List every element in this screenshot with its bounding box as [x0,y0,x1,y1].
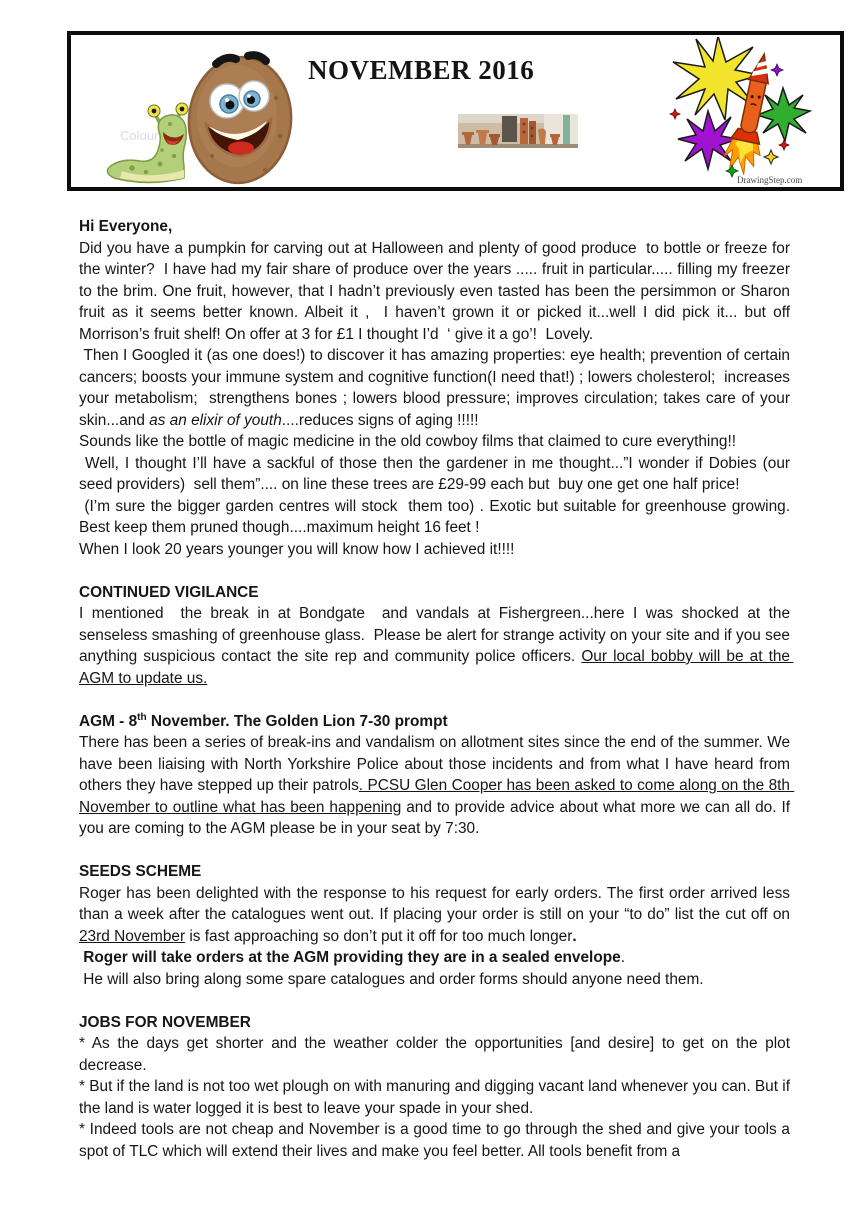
text-run: Roger will take orders at the AGM providing they are in a sealed envelope [79,949,621,966]
paragraph [79,453,795,496]
image-watermark-text: Colour [120,128,159,143]
text-run: SEEDS SCHEME [79,863,202,880]
text-run: th [137,711,147,723]
section-intro [79,216,795,560]
text-run: He will also bring along some spare catalogues and order forms should anyone need them. [79,970,704,988]
section-continued-vigilance [79,582,795,690]
text-run: AGM - 8 [79,712,138,730]
potato-cartoon [184,53,297,187]
drawing-credit-text: DrawingStep.com [737,175,803,185]
text-run: * But if the land is not too wet plough on with manuring and digging vacant land whenever you can. But if the land is water logged it is best to leave your spade in your shed. [79,1078,795,1117]
paragraph [79,1076,795,1119]
text-run: is fast approaching so don’t put it off for too much longer [185,927,573,945]
paragraph [79,238,795,346]
potato-snail-image [100,40,335,190]
paragraph [79,861,790,883]
paragraph [79,582,790,604]
section-agm [79,711,795,840]
paragraph [79,216,790,238]
text-run: CONTINUED VIGILANCE [79,583,259,601]
paragraph [79,883,795,948]
header-box [67,31,844,191]
newsletter-title: NOVEMBER 2016 [308,55,535,85]
text-run: Roger has been delighted with the response to his request for early orders. The first order arrived less than a week after the catalogues went out. If placing your order is still on your “to do” list the cut off on [79,884,795,923]
text-run: Well, I thought I’ll have a sackful of those then the gardener in me thought...”I wonder if Dobies (our seed providers) sell them”.... on line these trees are £29-99 each but buy one get one half price! [79,454,795,493]
paragraph [79,1033,795,1076]
text-run: . PCSU Glen Cooper has been asked to come along on the 8th November to outline what has been happening [79,777,795,816]
paragraph [79,1012,790,1034]
paragraph [79,603,795,689]
text-run: * Indeed tools are not cheap and November is a good time to go through the shed and give your tools a spot of TLC which will extend their lives and make you feel better. All tools benefit from a [79,1121,795,1160]
text-run: * As the days get shorter and the weather colder the opportunities [and desire] to get on the plot decrease. [79,1035,795,1074]
paragraph [79,732,795,840]
fireworks-rocket-image [663,37,838,189]
text-run: When I look 20 years younger you will know how I achieved it!!!! [79,540,515,558]
paragraph [79,496,795,539]
text-run: (I’m sure the bigger garden centres will stock them too) . Exotic but suitable for greenhouse growing. Best keep them pruned though....maximum height 16 feet ! [79,497,795,536]
text-run: Did you have a pumpkin for carving out at Halloween and plenty of good produce to bottle or freeze for the winter? I have had my fair share of produce over the years ..... fruit in particular..... filling my freezer to the brim. One fruit, however, that I hadn’t previously even tasted has been the persimmon or Sharon fruit as it seems better known. Albeit it , I haven’t grown it or picked it...well I did pick it... but off Morrison’s fruit shelf! On offer at 3 for £1 I thought I’d ‘ give it a go’! Lovely. [79,239,795,343]
clay-pots-photo [458,114,578,148]
text-run: There has been a series of break-ins and vandalism on allotment sites since the end of the summer. We have been liaising with North Yorkshire Police about those incidents and from what I have heard from others they have stepped up their patrols [79,734,795,794]
paragraph [79,539,790,561]
text-run: I mentioned the break in at Bondgate and vandals at Fishergreen...here I was shocked at the senseless smashing of greenhouse glass. Please be alert for strange activity on your site and if you see anything suspicious contact the site rep and community police officers. [79,605,795,665]
text-run: Sounds like the bottle of magic medicine in the old cowboy films that claimed to cure everything!! [79,433,737,450]
paragraph [79,1119,795,1162]
text-run: ....reduces signs of aging !!!!! [281,411,479,429]
text-run: and to provide advice about what more we can all do. If you are coming to the AGM please be in your seat by 7:30. [79,798,795,837]
paragraph [79,431,790,453]
text-run: JOBS FOR NOVEMBER [79,1013,251,1031]
paragraph [79,345,795,431]
paragraph [79,969,790,991]
document-body [79,216,795,1184]
section-jobs-for-november [79,1012,795,1163]
text-run: 23rd November [79,927,186,945]
section-seeds-scheme [79,861,795,990]
text-run: November. The Golden Lion 7-30 prompt [146,712,448,730]
text-run: Hi Everyone, [79,218,173,235]
text-run: Then I Googled it (as one does!) to discover it has amazing properties: eye health; prevention of certain cancers; boosts your immune system and cognitive function(I need that!) ; lowers cholesterol; increases your metabolism; strengthens bones ; lowers blood pressure; improves circulation; takes care of your skin...and [79,347,795,429]
text-run: as an elixir of youth [149,411,282,429]
paragraph [79,711,790,733]
paragraph [79,947,790,969]
text-run: . [620,949,625,966]
text-run: Our local bobby will be at the AGM to update us. [79,648,794,687]
text-run: . [572,927,577,945]
